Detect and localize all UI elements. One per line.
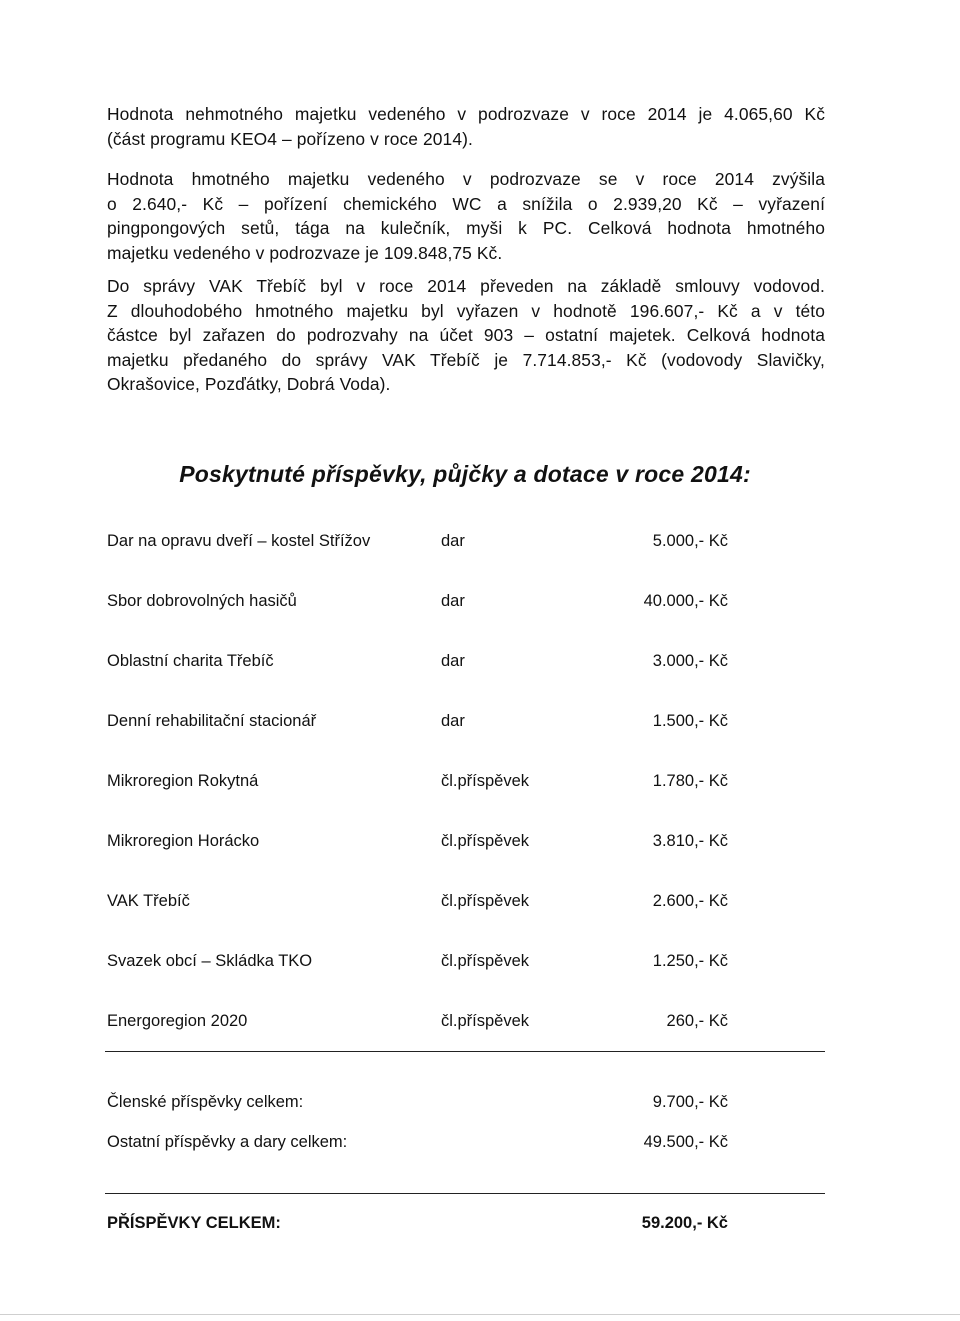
subtotal-label: Členské příspěvky celkem: — [107, 1093, 304, 1111]
text-line: částce byl zařazen do podrozvahy na účet 903 – ostatní majetek. Celková hodnota — [107, 325, 825, 346]
item-name: Denní rehabilitační stacionář — [107, 712, 317, 730]
scan-edge-line — [0, 1314, 960, 1315]
table-row — [0, 649, 960, 673]
item-name: Mikroregion Horácko — [107, 832, 260, 850]
item-type: čl.příspěvek — [441, 1012, 530, 1030]
item-name: Energoregion 2020 — [107, 1012, 248, 1030]
item-type: dar — [441, 652, 465, 670]
item-amount: 3.810,- Kč — [652, 832, 728, 850]
text-line: majetku vedeného v podrozvaze je 109.848,75 Kč. — [107, 242, 503, 263]
text-line: o 2.640,- Kč – pořízení chemického WC a snížila o 2.939,20 Kč – vyřazení — [107, 193, 825, 214]
item-name: Oblastní charita Třebíč — [107, 652, 274, 670]
item-type: čl.příspěvek — [441, 952, 530, 970]
item-type: dar — [441, 592, 465, 610]
item-amount: 2.600,- Kč — [652, 892, 728, 910]
item-type: čl.příspěvek — [441, 832, 530, 850]
grand-total-amount: 59.200,- Kč — [641, 1214, 728, 1232]
paragraph-tangible-assets — [107, 167, 825, 265]
table-row — [0, 829, 960, 853]
item-amount: 260,- Kč — [666, 1012, 728, 1030]
item-type: dar — [441, 532, 465, 550]
item-name: VAK Třebíč — [107, 892, 190, 910]
item-amount: 3.000,- Kč — [652, 652, 728, 670]
paragraph-intangible-assets — [107, 102, 825, 151]
table-row — [0, 889, 960, 913]
subtotal-row — [0, 1130, 960, 1154]
paragraph-vak-transfer — [107, 274, 825, 397]
text-line: majetku předaného do správy VAK Třebíč je 7.714.853,- Kč (vodovody Slavičky, — [107, 349, 825, 370]
table-row — [0, 709, 960, 733]
text-line: Do správy VAK Třebíč byl v roce 2014 převeden na základě smlouvy vodovod. — [107, 276, 825, 296]
item-name: Dar na opravu dveří – kostel Střížov — [107, 532, 371, 550]
item-name: Sbor dobrovolných hasičů — [107, 592, 297, 610]
item-amount: 1.500,- Kč — [652, 712, 728, 730]
item-name: Mikroregion Rokytná — [107, 772, 259, 790]
divider-line — [105, 1193, 825, 1194]
item-type: čl.příspěvek — [441, 772, 530, 790]
text-line: Hodnota hmotného majetku vedeného v podrozvaze se v roce 2014 zvýšila — [107, 169, 825, 189]
item-type: čl.příspěvek — [441, 892, 530, 910]
grand-total-row — [0, 1211, 960, 1235]
item-name: Svazek obcí – Skládka TKO — [107, 952, 313, 970]
item-amount: 1.250,- Kč — [652, 952, 728, 970]
divider-line — [105, 1051, 825, 1052]
subtotal-amount: 9.700,- Kč — [652, 1093, 728, 1111]
table-row — [0, 769, 960, 793]
table-row — [0, 949, 960, 973]
subtotal-row — [0, 1090, 960, 1114]
text-line: Z dlouhodobého hmotného majetku byl vyřazen v hodnotě 196.607,- Kč a v této — [107, 300, 825, 321]
item-amount: 5.000,- Kč — [652, 532, 728, 550]
grand-total-label: PŘÍSPĚVKY CELKEM: — [107, 1214, 281, 1232]
item-amount: 1.780,- Kč — [652, 772, 728, 790]
table-row — [0, 1009, 960, 1033]
section-heading: Poskytnuté příspěvky, půjčky a dotace v roce 2014: — [179, 461, 751, 487]
item-amount: 40.000,- Kč — [643, 592, 728, 610]
text-line: pingpongových setů, tága na kulečník, myši k PC. Celková hodnota hmotného — [107, 218, 825, 239]
subtotal-label: Ostatní příspěvky a dary celkem: — [107, 1133, 348, 1151]
table-row — [0, 589, 960, 613]
text-line: Hodnota nehmotného majetku vedeného v podrozvaze v roce 2014 je 4.065,60 Kč — [107, 104, 825, 124]
item-type: dar — [441, 712, 465, 730]
text-line: (část programu KEO4 – pořízeno v roce 2014). — [107, 128, 473, 149]
table-row — [0, 529, 960, 553]
subtotal-amount: 49.500,- Kč — [643, 1133, 728, 1151]
text-line: Okrašovice, Pozďátky, Dobrá Voda). — [107, 374, 391, 395]
